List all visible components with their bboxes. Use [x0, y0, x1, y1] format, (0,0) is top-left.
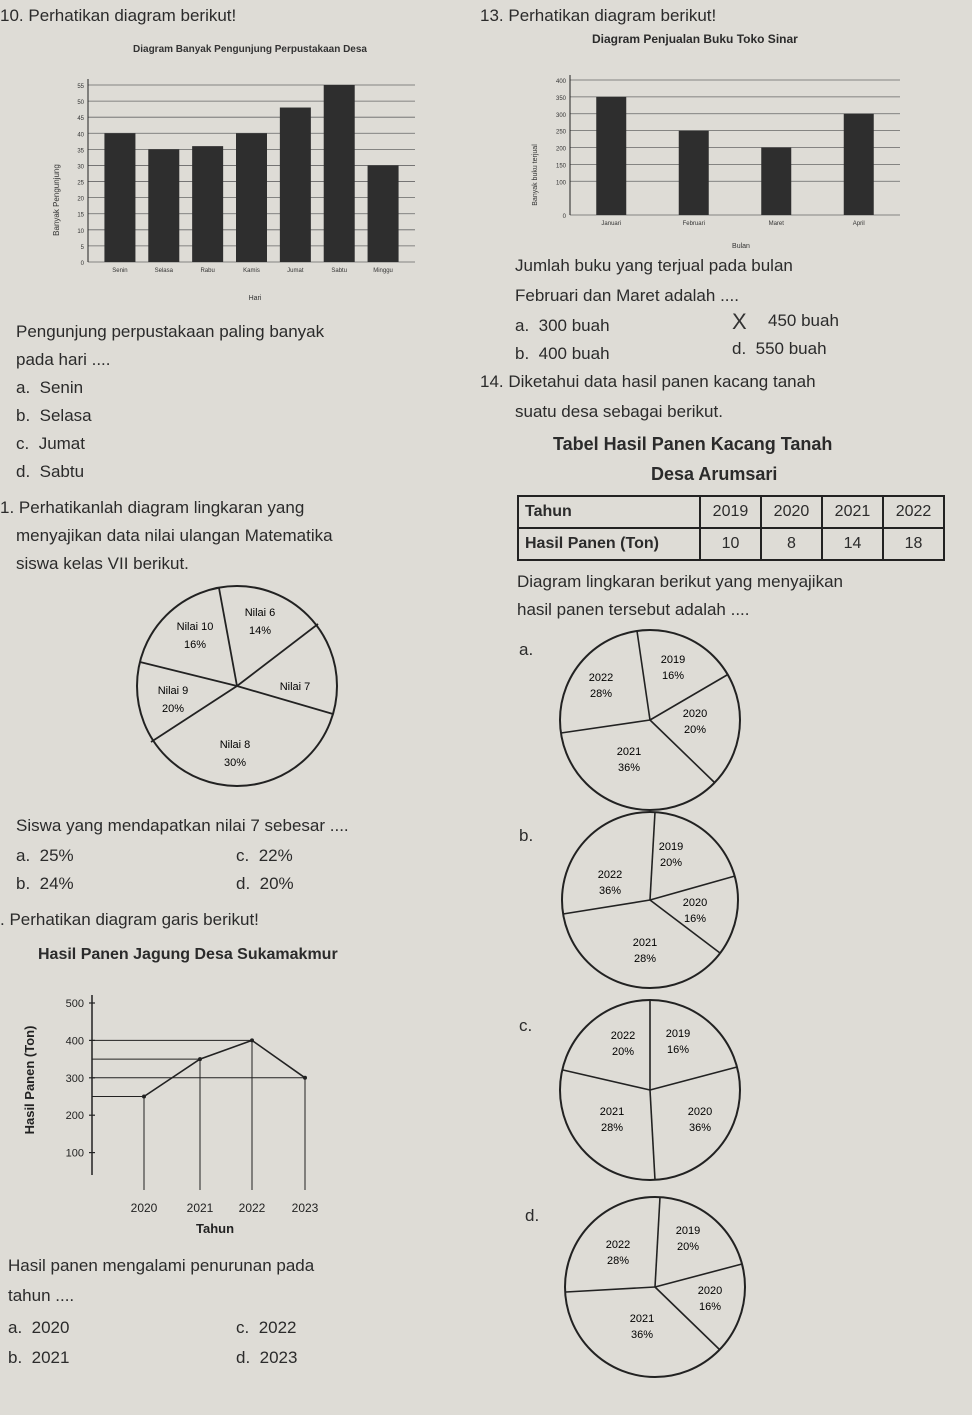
q10-bar-selasa	[148, 149, 179, 262]
q13-option-d[interactable]: d. 550 buah	[732, 339, 827, 358]
svg-text:36%: 36%	[630, 1329, 654, 1341]
svg-text:2020: 2020	[687, 1106, 713, 1118]
q14-question-line1: Diagram lingkaran berikut yang menyajikan	[517, 572, 843, 591]
q12-x-tick-label: 2020	[130, 1201, 158, 1215]
q10-x-tick-label: Kamis	[243, 268, 260, 274]
pie-label-nilai10: Nilai 10	[176, 621, 214, 633]
pie-label-nilai8: Nilai 8	[219, 739, 251, 751]
q11-option-a[interactable]: a. 25%	[16, 846, 74, 865]
svg-text:14%: 14%	[248, 625, 272, 637]
q14-table	[517, 495, 945, 561]
table-header-tahun: Tahun	[518, 496, 700, 528]
q12-ylabel: Hasil Panen (Ton)	[22, 1025, 37, 1135]
svg-text:16%: 16%	[183, 639, 207, 651]
q13-y-tick-label: 300	[555, 112, 566, 119]
q13-option-c[interactable]: 450 buah	[768, 311, 839, 330]
q13-x-tick-label: Maret	[768, 221, 784, 227]
q12-chart-title: Hasil Panen Jagung Desa Sukamakmur	[38, 946, 338, 963]
q10-option-b[interactable]: b. Selasa	[16, 406, 92, 425]
q11-pie-chart	[135, 582, 345, 792]
table-header-hasil: Hasil Panen (Ton)	[518, 528, 700, 560]
svg-text:28%: 28%	[589, 688, 613, 700]
svg-text:20%: 20%	[676, 1241, 700, 1253]
q14-table-title2: Desa Arumsari	[651, 464, 778, 484]
svg-text:2019: 2019	[660, 654, 686, 666]
q10-question-line1: Pengunjung perpustakaan paling banyak	[16, 322, 325, 341]
q10-bar-rabu	[192, 146, 223, 262]
q12-y-tick-label: 100	[65, 1147, 84, 1160]
q12-option-b[interactable]: b. 2021	[8, 1348, 70, 1367]
q10-bar-chart	[50, 30, 420, 305]
q10-y-ticks	[77, 84, 84, 267]
q12-x-tick-label: 2021	[186, 1201, 214, 1215]
q10-y-tick-label: 30	[77, 164, 84, 171]
q10-x-tick-label: Minggu	[373, 268, 393, 274]
pie-label-nilai7: Nilai 7	[279, 681, 311, 693]
q14-line2: suatu desa sebagai berikut.	[515, 402, 723, 421]
table-cell: 14	[822, 528, 883, 560]
svg-text:2020: 2020	[697, 1285, 723, 1297]
q10-bar-sabtu	[324, 85, 355, 262]
svg-text:2019: 2019	[665, 1028, 691, 1040]
q13-y-tick-label: 200	[555, 146, 566, 153]
svg-text:16%: 16%	[698, 1301, 722, 1313]
q13-bars	[596, 97, 874, 215]
q10-bar-jumat	[280, 108, 311, 262]
q10-x-tick-label: Jumat	[287, 268, 304, 274]
q13-option-a[interactable]: a. 300 buah	[515, 316, 610, 335]
svg-text:2020: 2020	[682, 708, 708, 720]
svg-text:2021: 2021	[616, 746, 642, 758]
q14-option-b-pie[interactable]	[555, 808, 745, 993]
table-cell: 8	[761, 528, 822, 560]
table-cell: 2020	[761, 496, 822, 528]
q12-option-c[interactable]: c. 2022	[236, 1318, 297, 1337]
q12-heading: . Perhatikan diagram garis berikut!	[0, 910, 259, 929]
q13-y-tick-label: 400	[555, 79, 566, 85]
table-cell: 2021	[822, 496, 883, 528]
q10-bar-senin	[104, 133, 135, 262]
table-row	[518, 528, 944, 560]
q10-y-tick-label: 10	[77, 228, 84, 235]
svg-text:36%: 36%	[598, 885, 622, 897]
q12-question-line1: Hasil panen mengalami penurunan pada	[8, 1256, 315, 1275]
svg-text:16%: 16%	[666, 1044, 690, 1056]
table-cell: 10	[700, 528, 761, 560]
q13-chart-title: Diagram Penjualan Buku Toko Sinar	[592, 32, 798, 46]
q12-xlabel: Tahun	[195, 1221, 235, 1236]
q14-option-c-pie[interactable]	[555, 995, 745, 1185]
q10-x-tick-label: Sabtu	[331, 268, 348, 274]
q10-y-tick-label: 25	[77, 180, 84, 187]
q13-bar-april	[844, 114, 874, 215]
q10-x-ticks	[112, 268, 393, 274]
q12-option-a[interactable]: a. 2020	[8, 1318, 70, 1337]
q10-y-tick-label: 55	[77, 84, 84, 90]
q13-x-ticks	[601, 221, 864, 227]
svg-text:2022: 2022	[597, 869, 623, 881]
q10-bar-minggu	[368, 165, 399, 262]
svg-text:20%: 20%	[611, 1046, 635, 1058]
q10-heading: 10. Perhatikan diagram berikut!	[0, 6, 237, 25]
q12-y-tick-label: 500	[65, 998, 84, 1010]
q10-xlabel: Hari	[248, 295, 262, 302]
q13-y-tick-label: 150	[555, 163, 566, 170]
q13-question-line1: Jumlah buku yang terjual pada bulan	[515, 256, 793, 275]
q14-option-c-letter[interactable]: c.	[519, 1016, 533, 1035]
svg-text:28%: 28%	[633, 953, 657, 965]
q14-question-line2: hasil panen tersebut adalah ....	[517, 600, 750, 619]
q11-line1: 1. Perhatikanlah diagram lingkaran yang	[0, 498, 305, 517]
q12-point-2021	[198, 1057, 202, 1061]
q12-series-line	[144, 1040, 305, 1096]
q12-y-tick-label: 400	[65, 1035, 84, 1048]
q10-chart-title: Diagram Banyak Pengunjung Perpustakaan Desa	[133, 44, 367, 55]
svg-text:2022: 2022	[588, 672, 614, 684]
q13-ylabel: Banyak buku terjual	[532, 144, 539, 206]
q13-y-tick-label: 250	[555, 129, 566, 136]
q12-point-2023	[303, 1076, 307, 1080]
q13-answer-mark: X	[732, 309, 747, 334]
q13-option-b[interactable]: b. 400 buah	[515, 344, 610, 363]
q11-option-b[interactable]: b. 24%	[16, 874, 74, 893]
svg-text:2019: 2019	[675, 1225, 701, 1237]
pie-label-nilai9: Nilai 9	[157, 685, 189, 697]
svg-text:2020: 2020	[682, 897, 708, 909]
q12-point-2020	[142, 1095, 146, 1099]
table-cell: 18	[883, 528, 944, 560]
q12-guide-lines	[92, 1040, 305, 1190]
q12-line-chart	[20, 985, 360, 1240]
q13-x-tick-label: April	[852, 221, 865, 227]
pie-label-nilai6: Nilai 6	[244, 607, 276, 619]
q14-option-a-letter[interactable]: a.	[519, 640, 534, 659]
svg-text:36%: 36%	[688, 1122, 712, 1134]
q10-x-tick-label: Selasa	[154, 268, 173, 274]
q13-heading: 13. Perhatikan diagram berikut!	[480, 6, 717, 25]
q10-option-a[interactable]: a. Senin	[16, 378, 84, 397]
svg-text:20%: 20%	[683, 724, 707, 736]
q10-y-tick-label: 15	[77, 212, 84, 219]
table-cell: 2019	[700, 496, 761, 528]
q14-table-title1: Tabel Hasil Panen Kacang Tanah	[553, 434, 833, 454]
q14-option-d-pie[interactable]	[560, 1192, 750, 1382]
svg-text:2021: 2021	[629, 1313, 655, 1325]
q14-option-d-letter[interactable]: d.	[525, 1206, 540, 1225]
q14-option-a-pie[interactable]	[555, 625, 745, 815]
svg-text:16%: 16%	[683, 913, 707, 925]
q12-option-d[interactable]: d. 2023	[236, 1348, 298, 1367]
svg-text:28%: 28%	[606, 1255, 630, 1267]
q13-xlabel: Bulan	[732, 243, 750, 250]
q12-question-line2: tahun ....	[8, 1286, 75, 1305]
q13-bar-januari	[596, 97, 626, 215]
q10-bar-kamis	[236, 133, 267, 262]
svg-text:2021: 2021	[632, 937, 658, 949]
q10-x-tick-label: Rabu	[200, 268, 215, 274]
q11-option-c[interactable]: c. 22%	[236, 846, 293, 865]
q12-x-tick-label: 2022	[238, 1201, 266, 1215]
svg-text:30%: 30%	[223, 757, 247, 769]
q10-y-tick-label: 45	[77, 116, 84, 123]
table-row	[518, 496, 944, 528]
q10-option-c[interactable]: c. Jumat	[16, 434, 85, 453]
q10-ylabel: Banyak Pengunjung	[52, 164, 61, 236]
svg-text:20%: 20%	[161, 703, 185, 715]
q10-x-tick-label: Senin	[112, 268, 128, 274]
q12-y-tick-label: 300	[65, 1072, 84, 1085]
q14-option-b-letter[interactable]: b.	[519, 826, 534, 845]
q13-y-tick-label: 350	[555, 95, 566, 102]
q11-option-d[interactable]: d. 20%	[236, 874, 294, 893]
svg-text:2022: 2022	[605, 1239, 631, 1251]
svg-text:2019: 2019	[658, 841, 684, 853]
q13-question-line2: Februari dan Maret adalah ....	[515, 286, 739, 305]
q12-x-ticks	[131, 1201, 319, 1215]
q10-y-tick-label: 50	[77, 100, 84, 107]
q11-line2: menyajikan data nilai ulangan Matematika	[16, 526, 333, 545]
svg-text:2021: 2021	[599, 1106, 625, 1118]
q10-question-line2: pada hari ....	[16, 350, 111, 369]
q11-question: Siswa yang mendapatkan nilai 7 sebesar ....	[16, 816, 349, 835]
svg-text:20%: 20%	[659, 857, 683, 869]
q10-bars	[104, 85, 398, 262]
q13-y-ticks	[556, 79, 567, 220]
q10-y-tick-label: 20	[77, 196, 84, 203]
q10-y-tick-label: 35	[77, 148, 84, 155]
q13-x-tick-label: Januari	[601, 221, 622, 227]
q14-line1: 14. Diketahui data hasil panen kacang tanah	[480, 372, 816, 391]
q12-points	[142, 1038, 307, 1098]
q11-line3: siswa kelas VII berikut.	[16, 554, 189, 573]
q13-y-tick-label: 100	[555, 180, 566, 187]
q12-point-2022	[250, 1038, 254, 1042]
q12-x-tick-label: 2023	[291, 1201, 319, 1215]
q12-y-tick-label: 200	[65, 1110, 84, 1123]
q10-option-d[interactable]: d. Sabtu	[16, 462, 85, 481]
q12-y-ticks	[66, 998, 95, 1160]
q13-x-tick-label: Februari	[682, 221, 705, 227]
svg-text:2022: 2022	[610, 1030, 636, 1042]
q10-y-tick-label: 0	[80, 261, 84, 267]
q13-bar-maret	[761, 148, 791, 216]
svg-text:36%: 36%	[617, 762, 641, 774]
q13-y-tick-label: 0	[562, 214, 566, 220]
q13-bar-februari	[679, 131, 709, 215]
q10-y-tick-label: 5	[80, 244, 84, 251]
q13-bar-chart	[525, 55, 905, 255]
q10-y-tick-label: 40	[77, 132, 84, 139]
svg-text:16%: 16%	[661, 670, 685, 682]
svg-text:28%: 28%	[600, 1122, 624, 1134]
table-cell: 2022	[883, 496, 944, 528]
